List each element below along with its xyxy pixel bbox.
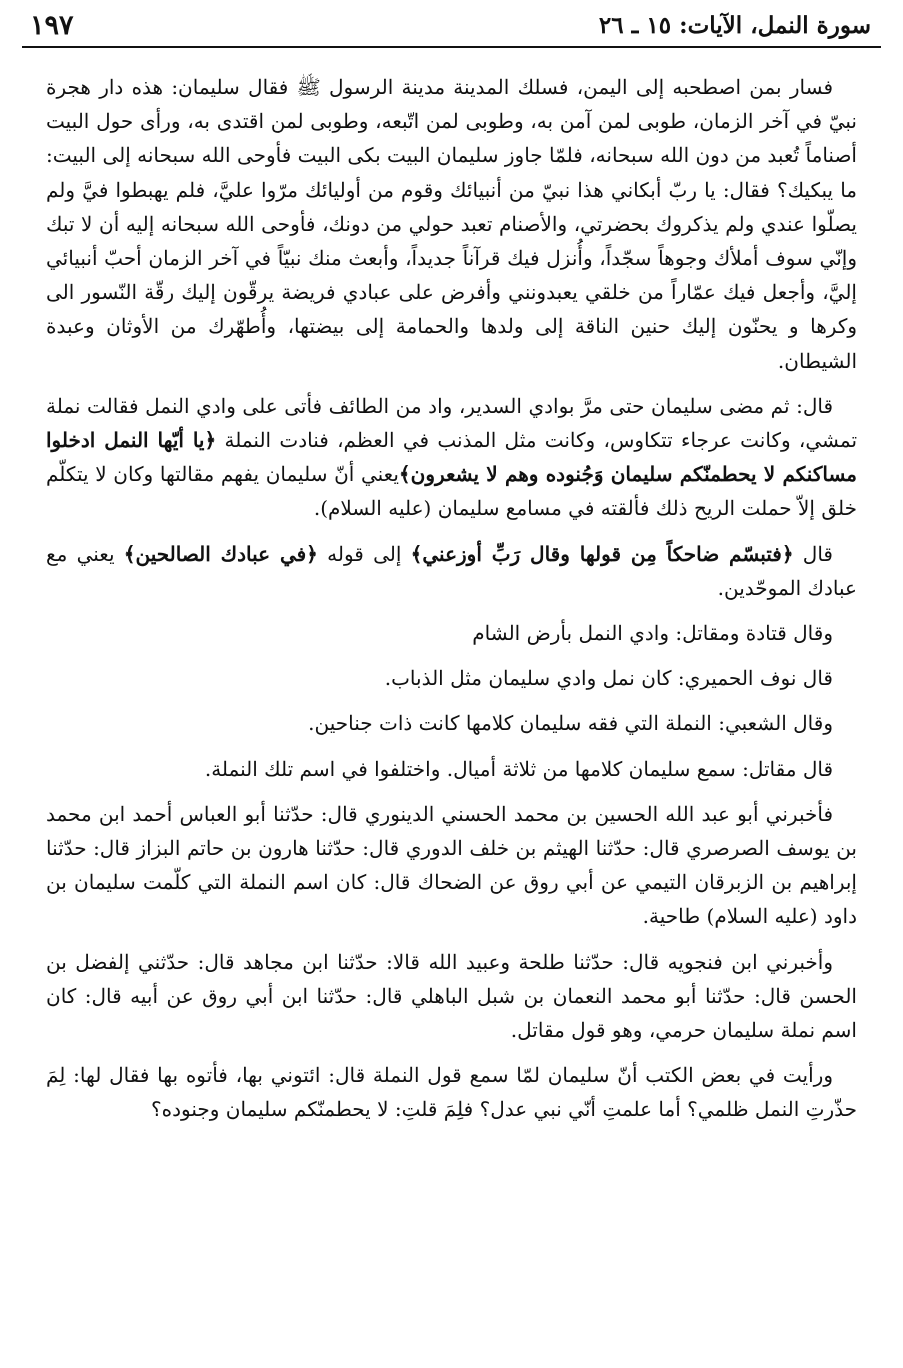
paragraph-text: فأخبرني أبو عبد الله الحسين بن محمد الحسني الدينوري قال: حدّثنا أبو العباس أحمد ابن محمد بن يوسف الصرصري قال: حدّثنا الهيثم بن خلف الدوري قال: حدّثنا هارون بن حاتم البزاز قال: حدّثنا إبراهيم بن الزبرقان التيمي عن أبي روق عن الضحاك قال: كان اسم النملة التي كلّمت سليمان بن داود (عليه السلام) طاحية.: [46, 801, 857, 929]
paragraph: [46, 537, 857, 605]
paragraph-text: قال نوف الحميري: كان نمل وادي سليمان مثل الذباب.: [384, 666, 833, 691]
quran-quote: ﴿فتبسّم ضاحكاً مِن قولها وقال رَبِّ أوزعني﴾: [410, 541, 794, 566]
paragraph: [46, 616, 857, 650]
page-header: [22, 8, 881, 44]
paragraph: [46, 752, 857, 786]
chapter-title: سورة النمل، الآيات: ١٥ ـ ٢٦: [598, 12, 871, 39]
paragraph: [46, 389, 857, 526]
paragraph: [46, 661, 857, 695]
paragraph-text: قال مقاتل: سمع سليمان كلامها من ثلاثة أميال. واختلفوا في اسم تلك النملة.: [204, 756, 833, 781]
header-rule: [22, 46, 881, 48]
paragraph-text: ورأيت في بعض الكتب أنّ سليمان لمّا سمع قول النملة قال: ائتوني بها، فأتوه بها فقال لها: لِمَ حذّرتِ النمل ظلمي؟ أما علمتِ أنّي نبي عدل؟ فلِمَ قلتِ: لا يحطمنّكم سليمان وجنوده؟: [46, 1063, 857, 1122]
paragraph-text: وأخبرني ابن فنجويه قال: حدّثنا طلحة وعبيد الله قالا: حدّثنا ابن مجاهد قال: حدّثني إلفضل بن الحسن قال: حدّثنا أبو محمد النعمان بن شبل الباهلي قال: حدّثنا ابن أبي روق عن أبيه قال: كان اسم نملة سليمان حرمي، وهو قول مقاتل.: [46, 949, 857, 1043]
page-body: [46, 70, 857, 1138]
paragraph-text: قال: ثم مضى سليمان حتى مرَّ بوادي السدير، واد من الطائف فأتى على وادي النمل فقالت نملة تمشي، وكانت عرجاء تتكاوس، وكانت مثل المذنب في العظم، فنادت النملة: [46, 393, 858, 453]
paragraph-text: إلى قوله: [317, 541, 411, 566]
page-number: ١٩٧: [30, 10, 74, 41]
paragraph: [46, 945, 857, 1048]
paragraph: [46, 797, 857, 934]
paragraph: [46, 706, 857, 740]
paragraph: [46, 70, 857, 378]
paragraph-text: يعني مع عبادك الموحّدين.: [46, 541, 857, 600]
paragraph-text: قال: [793, 541, 833, 566]
quran-quote: ﴿يا أيّها النمل ادخلوا مساكنكم لا يحطمنّكم سليمان وَجُنوده وهم لا يشعرون﴾: [46, 428, 858, 487]
paragraph-text: وقال قتادة ومقاتل: وادي النمل بأرض الشام: [472, 621, 833, 646]
paragraph-text: يعني أنّ سليمان يفهم مقالتها وكان لا يتكلّم خلق إلاّ حملت الريح ذلك فألقته في مسامع سليمان (عليه السلام).: [46, 462, 857, 521]
quran-quote: ﴿في عبادك الصالحين﴾: [123, 541, 318, 566]
paragraph: [46, 1058, 857, 1126]
paragraph-text: وقال الشعبي: النملة التي فقه سليمان كلامها كانت ذات جناحين.: [308, 711, 833, 736]
paragraph-text: فسار بمن اصطحبه إلى اليمن، فسلك المدينة مدينة الرسول ﷺ فقال سليمان: هذه دار هجرة نبيّ في آخر الزمان، طوبى لمن آمن به، وطوبى لمن اتّبعه، وطوبى لمن اقتدى به، ورأى حول البيت أصناماً تُعبد من دون الله سبحانه، فلمّا جاوز سليمان البيت بكى البيت فأوحى الله سبحانه إلى البيت: ما يبكيك؟ فقال: يا ربّ أبكاني هذا نبيّ من أنبيائك وقوم من أوليائك مرّوا عليَّ، فلم يهبطوا فيَّ ولم يصلّوا عندي ولم يذكروك بحضرتي، والأصنام تعبد حولي من دونك، فأوحى الله سبحانه إليه أن لا تبك وإنّي سوف أملأك وجوهاً سجّداً، وأُنزل فيك قرآناً جديداً، وأبعث منك نبيّاً في آخر الزمان أحبّ أنبيائي إليَّ، وأجعل فيك عمّاراً من خلقي يعبدونني وأفرض على عبادي فريضة يرقّون إليك رقّة النّسور الى وكرها و يحنّون إليك حنين الناقة إلى ولدها والحمامة إلى بيضتها، وأُطهّرك من الأوثان وعبدة الشيطان.: [46, 75, 858, 373]
